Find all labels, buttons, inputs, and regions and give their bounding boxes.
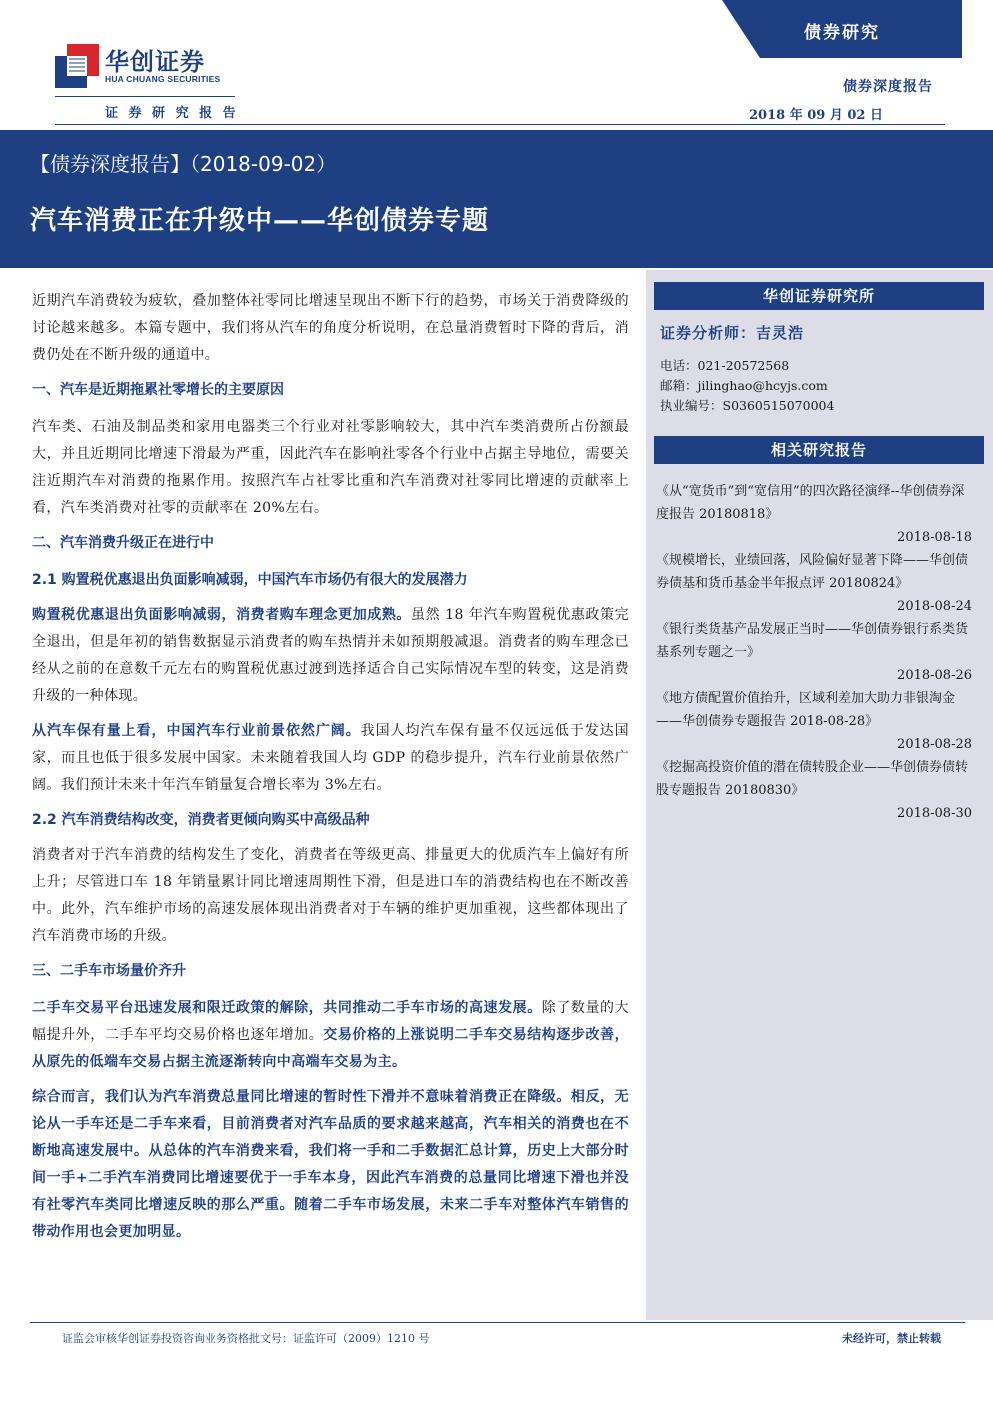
section-1-heading: 一、汽车是近期拖累社零增长的主要原因: [32, 382, 284, 398]
related-report-date: 2018-08-28: [897, 737, 972, 752]
related-reports-list: [656, 480, 972, 825]
section-1-paragraph: 汽车类、石油及制品类和家用电器类三个行业对社零影响较大，其中汽车类消费所占份额最大，并且近期同比增速下滑最为严重，因此汽车在影响社零各个行业中占据主导地位，需要关注近期汽车对消费的拖累作用。按照汽车占社零比重和汽车消费对社零同比增速的贡献率上看，汽车类消费对社零的贡献率在 20%左右。: [32, 419, 629, 516]
section-2-1-paragraph-1: [32, 602, 629, 710]
report-type-label: 证 券 研 究 报 告: [105, 106, 239, 121]
brand-logo: [55, 40, 255, 100]
analyst-phone: 电话：021-20572568: [660, 358, 790, 373]
intro-paragraph: 近期汽车消费较为疲软，叠加整体社零同比增速呈现出不断下行的趋势，市场关于消费降级的讨论越来越多。本篇专题中，我们将从汽车的角度分析说明，在总量消费暂时下降的背后，消费仍处在不断升级的通道中。: [32, 293, 629, 363]
conclusion-paragraph: 综合而言，我们认为汽车消费总量同比增速的暂时性下滑并不意味着消费正在降级。相反，无论从一手车还是二手车来看，目前消费者对汽车品质的要求越来越高，汽车相关的消费也在不断地高速发展中。从总体的汽车消费来看，我们将一手和二手数据汇总计算，历史上大部分时间一手+二手汽车消费同比增速要优于一手车本身，因此汽车消费的总量同比增速下滑也并没有社零汽车类同比增速反映的那么严重。随着二手车市场发展，未来二手车对整体汽车销售的带动作用也会更加明显。: [32, 1089, 629, 1240]
section-2-heading: 二、汽车消费升级正在进行中: [32, 535, 214, 551]
related-report-title[interactable]: 《从“宽货币”到“宽信用”的四次路径演绎--华创债券深度报告 20180818》: [656, 484, 965, 522]
related-report-title[interactable]: 《规模增长，业绩回落，风险偏好显著下降——华创债券债基和货币基金半年报点评 20180824》: [656, 553, 969, 591]
paragraph-text: 除了数量的大幅提升外，二手车平均交易价格也逐年增加。: [32, 1000, 630, 1043]
lead-sentence: 二手车交易平台迅速发展和限迁政策的解除，共同推动二手车市场的高速发展。: [32, 1000, 542, 1016]
related-report-date: 2018-08-26: [897, 668, 972, 683]
lead-sentence: 购置税优惠退出负面影响减弱，消费者购车理念更加成熟。: [32, 607, 411, 623]
paragraph-text: 我国人均汽车保有量不仅远远低于发达国家，而且也低于很多发展中国家。未来随着我国人均 GDP 的稳步提升，汽车行业前景依然广阔。我们预计未来十年汽车销量复合增长率为 3%左右。: [32, 723, 629, 793]
related-report-title[interactable]: 《银行类货基产品发展正当时——华创债券银行系类货基系列专题之一》: [656, 622, 969, 660]
logo-divider: [55, 96, 235, 97]
section-2-2-paragraph: 消费者对于汽车消费的结构发生了变化，消费者在等级更高、排量更大的优质汽车上偏好有所上升；尽管进口车 18 年销量累计同比增速周期性下滑，但是进口车的消费结构也在不断改善中。此外，汽车维护市场的高速发展体现出消费者对于车辆的维护更加重视，这些都体现出了汽车消费市场的升级。: [32, 847, 629, 944]
corner-tab-label: 债券研究: [804, 23, 880, 43]
logo-name-en: HUA CHUANG SECURITIES: [105, 74, 221, 84]
related-report-title[interactable]: 《地方债配置价值抬升，区域利差加大助力非银淘金——华创债券专题报告 2018-08-28》: [656, 691, 956, 729]
footer-license: 证监会审核华创证券投资咨询业务资格批文号：证监许可（2009）1210 号: [62, 1332, 430, 1345]
section-2-1-heading: 2.1 购置税优惠退出负面影响减弱，中国汽车市场仍有很大的发展潜力: [32, 572, 468, 588]
report-date: 2018 年 09 月 02 日: [749, 108, 883, 123]
section-2-1-paragraph-2: [32, 718, 629, 799]
related-report-date: 2018-08-24: [897, 599, 972, 614]
report-body: [32, 288, 629, 1254]
header-divider: [55, 124, 945, 125]
logo-mark-icon: [55, 44, 99, 88]
related-report-date: 2018-08-30: [897, 806, 972, 821]
logo-name-cn: 华创证券: [105, 48, 205, 76]
footer-notice: 未经许可，禁止转载: [842, 1332, 941, 1345]
related-reports-heading: 相关研究报告: [654, 436, 984, 464]
institute-heading: 华创证券研究所: [654, 282, 984, 310]
paragraph-text: 虽然 18 年汽车购置税优惠政策完全退出，但是年初的销售数据显示消费者的购车热情并未如预期般减退。消费者的购车理念已经从之前的在意数千元左右的购置税优惠过渡到选择适合自己实际情况车型的转变，这是消费升级的一种体现。: [32, 607, 629, 704]
related-report-date: 2018-08-18: [897, 530, 972, 545]
page-title: 汽车消费正在升级中——华创债券专题: [30, 206, 490, 236]
related-report-title[interactable]: 《挖掘高投资价值的潜在债转股企业——华创债券债转股专题报告 20180830》: [656, 760, 969, 798]
section-2-2-heading: 2.2 汽车消费结构改变，消费者更倾向购买中高级品种: [32, 812, 370, 828]
section-3-paragraph: [32, 995, 629, 1076]
lead-sentence: 从汽车保有量上看，中国汽车行业前景依然广阔。: [32, 723, 361, 739]
footer-divider: [30, 1322, 965, 1323]
emphasis-sentence: 交易价格的上涨说明二手车交易结构逐步改善，从原先的低端车交易占据主流逐渐转向中高端车交易为主。: [32, 1027, 629, 1070]
band-subtitle: 【债券深度报告】（2018-09-02）: [30, 152, 337, 176]
section-3-heading: 三、二手车市场量价齐升: [32, 963, 186, 979]
report-kind: 债券深度报告: [843, 79, 933, 95]
analyst-name: 证券分析师：吉灵浩: [660, 324, 805, 342]
analyst-license: 执业编号：S0360515070004: [660, 398, 835, 413]
analyst-email: 邮箱：jilinghao@hcyjs.com: [660, 378, 828, 393]
